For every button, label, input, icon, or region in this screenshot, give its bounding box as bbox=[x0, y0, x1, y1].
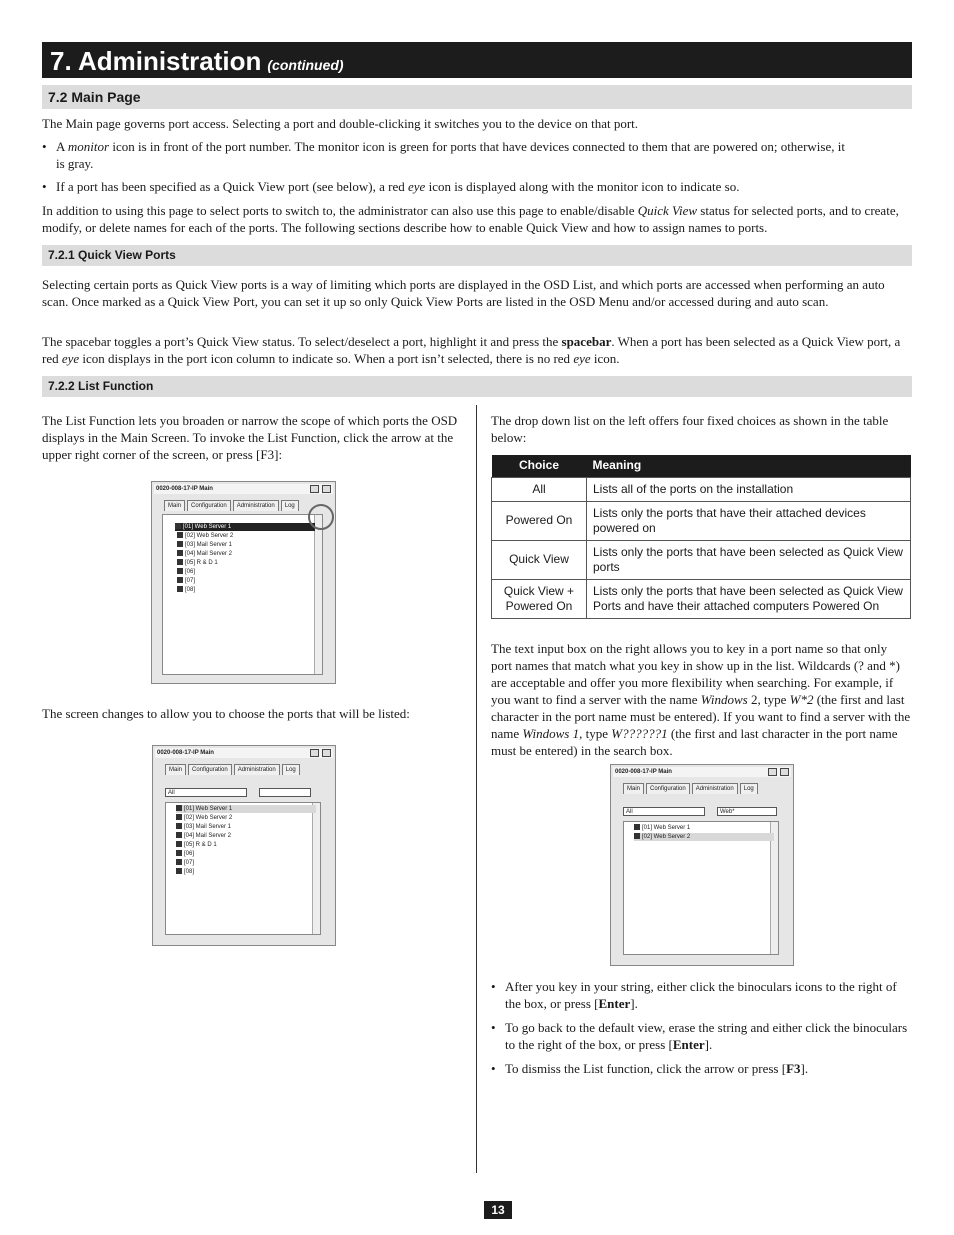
port-row: [02] Web Server 2 bbox=[177, 532, 233, 540]
tab-log: Log bbox=[740, 783, 758, 794]
title-continued: (continued) bbox=[267, 57, 344, 73]
osd-tabs bbox=[165, 764, 302, 775]
close-icon bbox=[322, 485, 331, 493]
scrollbar bbox=[314, 515, 322, 674]
osd-window-title: 0020-008-17-IP Main bbox=[613, 767, 791, 777]
quick-view-paragraph-2: The spacebar toggles a port’s Quick View status. To select/deselect a port, highlight it and press the spacebar. When a port has been selected as a Quick View port, a red eye icon displays in the port icon column to indicate so. When a port isn’t selected, there is no red eye icon. bbox=[42, 334, 901, 366]
close-icon bbox=[322, 749, 331, 757]
monitor-icon bbox=[177, 541, 183, 547]
monitor-icon bbox=[177, 577, 183, 583]
choice-cell: Quick View + Powered On bbox=[492, 579, 587, 618]
monitor-icon bbox=[176, 859, 182, 865]
port-row: [02] Web Server 2 bbox=[634, 833, 774, 841]
port-row: [01] Web Server 1 bbox=[176, 805, 316, 813]
list-filter-dropdown: All bbox=[165, 788, 247, 797]
port-row: [05] R & D 1 bbox=[177, 559, 218, 567]
column-divider bbox=[476, 405, 477, 1173]
monitor-icon bbox=[177, 550, 183, 556]
monitor-icon bbox=[634, 824, 640, 830]
monitor-icon bbox=[176, 823, 182, 829]
list-arrow-highlight-icon bbox=[308, 504, 334, 530]
osd-list-screenshot bbox=[152, 745, 336, 946]
help-icon bbox=[310, 749, 319, 757]
port-list bbox=[162, 514, 323, 675]
port-list bbox=[165, 802, 321, 935]
list-left-paragraph-1: The List Function lets you broaden or narrow the scope of which ports the OSD displays in the Main Screen. To invoke the List Function, click the arrow at the upper right corner of the screen, or press [F3]: bbox=[42, 413, 458, 462]
port-row: [04] Mail Server 2 bbox=[176, 832, 231, 840]
monitor-icon bbox=[177, 532, 183, 538]
meaning-cell: Lists only the ports that have been selected as Quick View Ports and have their attached computers Powered On bbox=[587, 579, 911, 618]
monitor-icon bbox=[175, 523, 181, 529]
table-row bbox=[492, 579, 911, 618]
list-bullet-2: • To go back to the default view, erase the string and either click the binoculars to the right of the box, or press [Enter]. bbox=[491, 1020, 908, 1052]
port-row: [01] Web Server 1 bbox=[175, 523, 315, 531]
list-right-paragraph-2: The text input box on the right allows you to key in a port name so that only port names that match what you key in show up in the list. Wildcards (? and *) are acceptable and offer you more flexibility when searching. For example, if you want to find a server with the name Windows 2, type W*2 (the first and last character in the port name must be entered). If you want to find a server with the name Windows 1, type W??????1 (the first and last character in the port name must be entered) in the search box. bbox=[491, 641, 911, 758]
quick-view-paragraph-1: Selecting certain ports as Quick View ports is a way of limiting which ports are displayed in the OSD List, and which ports are accessed when performing an auto scan. Once marked as a Quick View Port, you can set it up so only Quick View Ports are listed in the OSD Menu and/or accessed during and auto scan. bbox=[42, 277, 885, 309]
list-bullet-3: • To dismiss the List function, click the arrow or press [F3]. bbox=[491, 1061, 809, 1076]
table-row bbox=[492, 501, 911, 540]
monitor-icon bbox=[634, 833, 640, 839]
search-input bbox=[259, 788, 311, 797]
choice-cell: Powered On bbox=[492, 501, 587, 540]
monitor-icon bbox=[176, 841, 182, 847]
tab-administration: Administration bbox=[234, 764, 280, 775]
tab-log: Log bbox=[282, 764, 300, 775]
help-icon bbox=[310, 485, 319, 493]
tab-administration: Administration bbox=[233, 500, 279, 511]
choice-table-header bbox=[492, 455, 911, 477]
list-filter-dropdown: All bbox=[623, 807, 705, 816]
monitor-icon bbox=[176, 868, 182, 874]
monitor-icon bbox=[177, 568, 183, 574]
close-icon bbox=[780, 768, 789, 776]
port-list bbox=[623, 821, 779, 955]
monitor-icon bbox=[176, 832, 182, 838]
tab-configuration: Configuration bbox=[187, 500, 231, 511]
port-row: [03] Mail Server 1 bbox=[176, 823, 231, 831]
table-row bbox=[492, 540, 911, 579]
table-row bbox=[492, 477, 911, 501]
osd-tabs bbox=[164, 500, 301, 511]
osd-search-screenshot bbox=[610, 764, 794, 966]
page-title: 7. Administration (continued) bbox=[50, 46, 344, 76]
scrollbar bbox=[312, 803, 320, 934]
list-right-paragraph-1: The drop down list on the left offers four fixed choices as shown in the table below: bbox=[491, 413, 889, 445]
port-row: [05] R & D 1 bbox=[176, 841, 217, 849]
page-number: 13 bbox=[484, 1201, 512, 1219]
list-left-paragraph-2: The screen changes to allow you to choose the ports that will be listed: bbox=[42, 706, 410, 721]
choice-cell: Quick View bbox=[492, 540, 587, 579]
main-intro-paragraph: The Main page governs port access. Selecting a port and double-clicking it switches you to the device on that port. bbox=[42, 116, 639, 131]
header-choice: Choice bbox=[492, 455, 587, 477]
tab-configuration: Configuration bbox=[646, 783, 690, 794]
osd-window-title: 0020-008-17-IP Main bbox=[155, 748, 333, 758]
port-row: [06] bbox=[176, 850, 194, 858]
port-row: [03] Mail Server 1 bbox=[177, 541, 232, 549]
osd-main-screenshot bbox=[151, 481, 336, 684]
scrollbar bbox=[770, 822, 778, 954]
meaning-cell: Lists only the ports that have their attached devices powered on bbox=[587, 501, 911, 540]
choice-table bbox=[491, 455, 911, 619]
section-heading-quick-view: 7.2.1 Quick View Ports bbox=[42, 245, 912, 266]
tab-administration: Administration bbox=[692, 783, 738, 794]
port-row: [04] Mail Server 2 bbox=[177, 550, 232, 558]
main-bullet-1: • A monitor icon is in front of the port number. The monitor icon is green for ports that have devices connected to them that are powered on; otherwise, it is gray. bbox=[42, 139, 845, 171]
section-heading-main-page: 7.2 Main Page bbox=[42, 85, 912, 109]
meaning-cell: Lists only the ports that have been selected as Quick View ports bbox=[587, 540, 911, 579]
tab-main: Main bbox=[164, 500, 185, 511]
monitor-icon bbox=[177, 586, 183, 592]
monitor-icon bbox=[176, 814, 182, 820]
list-bullet-1: • After you key in your string, either click the binoculars icons to the right of the box, or press [Enter]. bbox=[491, 979, 897, 1011]
tab-main: Main bbox=[623, 783, 644, 794]
port-row: [02] Web Server 2 bbox=[176, 814, 232, 822]
port-row: [07] bbox=[177, 577, 195, 585]
search-input: Web* bbox=[717, 807, 777, 816]
port-row: [08] bbox=[177, 586, 195, 594]
port-row: [08] bbox=[176, 868, 194, 876]
osd-window-title: 0020-008-17-IP Main bbox=[154, 484, 333, 494]
tab-configuration: Configuration bbox=[188, 764, 232, 775]
osd-tabs bbox=[623, 783, 760, 794]
port-row: [07] bbox=[176, 859, 194, 867]
section-heading-list-function: 7.2.2 List Function bbox=[42, 376, 912, 397]
tab-log: Log bbox=[281, 500, 299, 511]
tab-main: Main bbox=[165, 764, 186, 775]
choice-cell: All bbox=[492, 477, 587, 501]
monitor-icon bbox=[176, 850, 182, 856]
meaning-cell: Lists all of the ports on the installation bbox=[587, 477, 911, 501]
help-icon bbox=[768, 768, 777, 776]
port-row: [01] Web Server 1 bbox=[634, 824, 690, 832]
page-title-bar bbox=[42, 42, 912, 78]
monitor-icon bbox=[177, 559, 183, 565]
monitor-icon bbox=[176, 805, 182, 811]
port-row: [06] bbox=[177, 568, 195, 576]
main-paragraph-2: In addition to using this page to select ports to switch to, the administrator can also use this page to enable/disable Quick View status for selected ports, and to create, modify, or delete names for each of the ports. The following sections describe how to enable Quick View and how to assign names to ports. bbox=[42, 203, 899, 235]
header-meaning: Meaning bbox=[587, 455, 911, 477]
